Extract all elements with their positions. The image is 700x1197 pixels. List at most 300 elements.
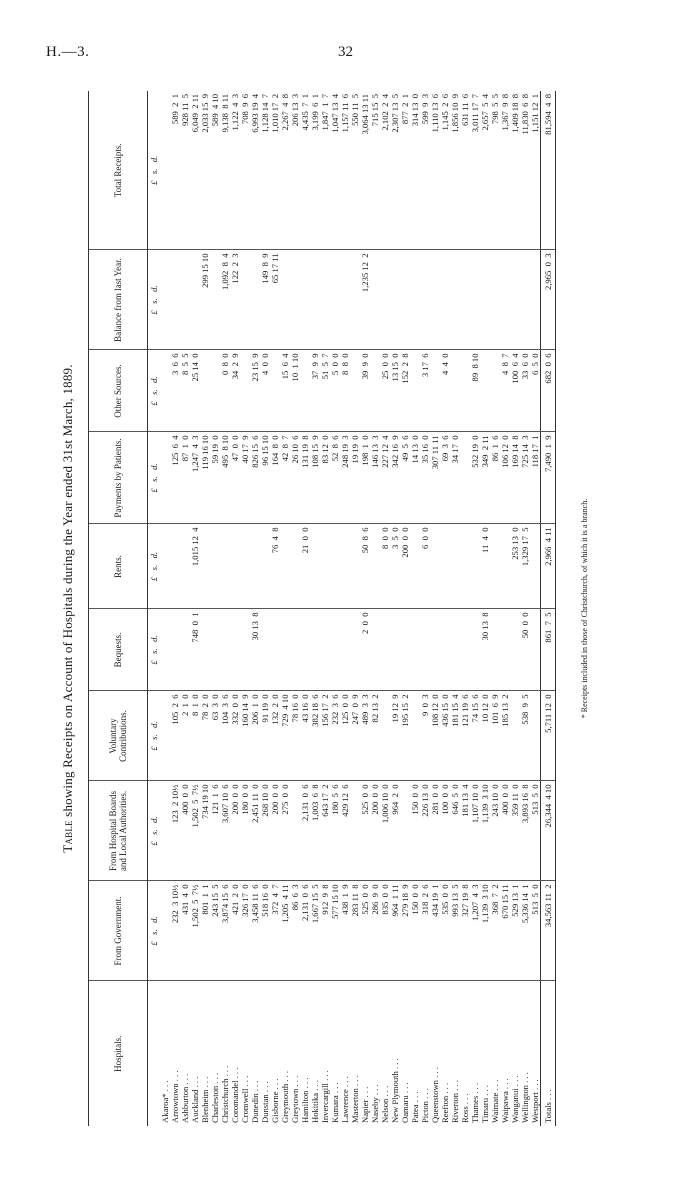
col-header-total: Total Receipts. [89, 91, 148, 250]
amount-cell [380, 691, 390, 781]
amount-cell [460, 432, 470, 524]
table-row [430, 91, 440, 1126]
hospital-name: Queenstown . . . [430, 1067, 440, 1123]
hospital-name: Cromwell . . . [240, 1075, 250, 1123]
amount-cell: 525 0 0 [360, 781, 370, 881]
amount-cell: 50 0 0 [520, 609, 530, 691]
amount-cell: 513 5 0 [530, 881, 541, 981]
hospital-name: New Plymouth . . . [390, 1058, 400, 1123]
amount-cell: 34 2 9 [230, 350, 240, 432]
hospital-name: Gisborne . . . [270, 1078, 280, 1123]
amount-cell: 150 0 0 [410, 781, 420, 881]
amount-cell: 101 6 9 [490, 691, 500, 781]
amount-cell [320, 609, 330, 691]
amount-cell [520, 250, 530, 350]
amount-cell: 1,122 4 3 [230, 91, 240, 250]
amount-cell [420, 609, 430, 691]
amount-cell: 40 17 9 [240, 432, 250, 524]
amount-cell: 835 0 0 [380, 881, 390, 981]
amount-cell: 156 17 2 [320, 691, 330, 781]
amount-cell: 283 11 8 [350, 881, 360, 981]
totals-cell: 7,490 1 9 [541, 432, 556, 524]
amount-cell [280, 524, 290, 609]
amount-cell: 3 6 6 [170, 350, 180, 432]
amount-cell: 299 15 10 [200, 250, 210, 350]
amount-cell: 1,667 15 5 [310, 881, 320, 981]
amount-cell: 1,502 5 7½ [190, 781, 200, 881]
amount-cell: 643 17 2 [320, 781, 330, 881]
footnote: * Receipts included in those of Christchurch, of which it is a branch. [580, 498, 589, 719]
col-header-other: Other Sources. [89, 350, 148, 432]
hospital-name: Wellington . . . [520, 1072, 530, 1123]
amount-cell: 200 0 0 [400, 524, 410, 609]
col-header-rents: Rents. [89, 524, 148, 609]
amount-cell: 50 8 6 [360, 524, 370, 609]
amount-cell: 3,893 16 8 [520, 781, 530, 881]
amount-cell: 30 13 8 [480, 609, 490, 691]
amount-cell: 96 15 10 [260, 432, 270, 524]
amount-cell: 327 19 8 [460, 881, 470, 981]
amount-cell: 59 19 0 [210, 432, 220, 524]
amount-cell [160, 609, 170, 691]
amount-cell: 1,205 4 11 [280, 881, 290, 981]
amount-cell: 1,047 13 4 [330, 91, 340, 250]
amount-cell: 798 5 5 [490, 91, 500, 250]
hospital-name: Waimate . . . [490, 1079, 500, 1123]
amount-cell: 39 9 0 [360, 350, 370, 432]
amount-cell: 1,207 4 3 [470, 881, 480, 981]
amount-cell: 928 11 5 [180, 91, 190, 250]
amount-cell: 181 13 4 [460, 781, 470, 881]
amount-cell [530, 524, 541, 609]
amount-cell: 200 0 0 [370, 781, 380, 881]
amount-cell: 281 0 0 [430, 781, 440, 881]
amount-cell: 349 2 11 [480, 432, 490, 524]
amount-cell [280, 250, 290, 350]
amount-cell: 6 0 0 [420, 524, 430, 609]
amount-cell [400, 781, 410, 881]
amount-cell [310, 609, 320, 691]
amount-cell [200, 524, 210, 609]
hospital-name: Waipawa . . . [500, 1078, 510, 1123]
amount-cell [220, 609, 230, 691]
amount-cell: 826 15 6 [250, 432, 260, 524]
header-row [89, 91, 148, 1126]
amount-cell: 877 2 1 [400, 91, 410, 250]
amount-cell [350, 781, 360, 881]
units-cell: £ s. d. [148, 250, 161, 350]
table-row [480, 91, 490, 1126]
amount-cell: 1,151 12 1 [530, 91, 541, 250]
amount-cell [210, 250, 220, 350]
amount-cell [210, 524, 220, 609]
amount-cell: 65 17 11 [270, 250, 280, 350]
hospital-name: Coromandel . . . [230, 1067, 240, 1123]
amount-cell: 318 2 6 [420, 881, 430, 981]
units-cell: £ s. d. [148, 432, 161, 524]
amount-cell [290, 250, 300, 350]
amount-cell: 232 3 6 [330, 691, 340, 781]
table-row [250, 91, 260, 1126]
amount-cell [450, 524, 460, 609]
amount-cell: 42 8 7 [280, 432, 290, 524]
table-row [340, 91, 350, 1126]
table-row [220, 91, 230, 1126]
amount-cell: 105 2 6 [170, 691, 180, 781]
amount-cell: 51 5 7 [320, 350, 330, 432]
amount-cell: 100 0 0 [440, 781, 450, 881]
amount-cell: 1,856 10 9 [450, 91, 460, 250]
amount-cell [160, 881, 170, 981]
amount-cell [180, 609, 190, 691]
amount-cell: 8 5 5 [180, 350, 190, 432]
amount-cell: 8 8 0 [340, 350, 350, 432]
amount-cell: 19 12 9 [390, 691, 400, 781]
amount-cell: 1,502 5 7½ [190, 881, 200, 981]
amount-cell [450, 350, 460, 432]
amount-cell: 748 0 1 [190, 609, 200, 691]
table-row [330, 91, 340, 1126]
amount-cell: 82 13 2 [370, 691, 380, 781]
amount-cell: 125 6 4 [170, 432, 180, 524]
units-cell: £ s. d. [148, 609, 161, 691]
amount-cell: 150 0 0 [410, 881, 420, 981]
amount-cell [530, 691, 541, 781]
amount-cell: 6,049 2 11 [190, 91, 200, 250]
amount-cell [480, 350, 490, 432]
amount-cell [490, 524, 500, 609]
hospital-name: Riverton . . . [450, 1080, 460, 1123]
amount-cell: 33 6 0 [520, 350, 530, 432]
amount-cell: 3 5 0 [390, 524, 400, 609]
amount-cell: 169 14 8 [510, 432, 520, 524]
amount-cell [160, 91, 170, 250]
amount-cell [370, 350, 380, 432]
amount-cell: 200 0 0 [270, 781, 280, 881]
amount-cell [350, 350, 360, 432]
amount-cell: 1,003 6 8 [310, 781, 320, 881]
amount-cell: 436 15 0 [440, 691, 450, 781]
totals-cell: 34,563 11 2 [541, 881, 556, 981]
amount-cell: 4,435 7 1 [300, 91, 310, 250]
hospital-name: Blenheim . . . [200, 1076, 210, 1123]
table-row [170, 91, 180, 1126]
amount-cell [270, 609, 280, 691]
amount-cell: 206 13 3 [290, 91, 300, 250]
hospital-name: Masterton . . . [350, 1075, 360, 1123]
amount-cell: 538 9 5 [520, 691, 530, 781]
amount-cell: 243 10 0 [490, 781, 500, 881]
hospital-name: Nelson . . . [380, 1085, 390, 1123]
amount-cell [200, 609, 210, 691]
amount-cell: 599 9 3 [420, 91, 430, 250]
hospital-name: Patea . . . [410, 1091, 420, 1123]
amount-cell: 248 19 3 [340, 432, 350, 524]
amount-cell [170, 524, 180, 609]
amount-cell [330, 524, 340, 609]
amount-cell: 646 5 0 [450, 781, 460, 881]
amount-cell: 670 15 11 [500, 881, 510, 981]
amount-cell: 431 4 0 [180, 881, 190, 981]
amount-cell [320, 250, 330, 350]
amount-cell: 76 4 8 [270, 524, 280, 609]
amount-cell: 21 0 0 [300, 524, 310, 609]
hospital-name: Naseby . . . [370, 1084, 380, 1123]
amount-cell [430, 609, 440, 691]
hospital-name: Thames . . . [470, 1082, 480, 1123]
amount-cell [390, 609, 400, 691]
amount-cell: 438 1 9 [340, 881, 350, 981]
amount-cell [310, 250, 320, 350]
amount-cell [350, 609, 360, 691]
amount-cell [370, 609, 380, 691]
amount-cell [350, 524, 360, 609]
amount-cell [390, 250, 400, 350]
table-row [390, 91, 400, 1126]
amount-cell [400, 609, 410, 691]
table-row [310, 91, 320, 1126]
amount-cell: 708 9 6 [240, 91, 250, 250]
amount-cell: 518 16 0 [260, 881, 270, 981]
amount-cell: 121 1 6 [210, 781, 220, 881]
table-row [190, 91, 200, 1126]
amount-cell: 86 6 3 [290, 881, 300, 981]
hospital-name: Greytown . . . [290, 1075, 300, 1123]
amount-cell: 368 7 2 [490, 881, 500, 981]
amount-cell: 195 15 2 [400, 691, 410, 781]
amount-cell: 180 0 0 [240, 781, 250, 881]
totals-cell: 81,594 4 8 [541, 91, 556, 250]
amount-cell: 1,235 12 2 [360, 250, 370, 350]
amount-cell: 10 1 10 [290, 350, 300, 432]
amount-cell: 2,657 5 4 [480, 91, 490, 250]
hospital-name: Timaru . . . [480, 1085, 490, 1123]
hospital-receipts-table [88, 91, 556, 1126]
amount-cell: 3,458 11 6 [250, 881, 260, 981]
table-row [260, 91, 270, 1126]
amount-cell: 535 0 0 [440, 881, 450, 981]
amount-cell: 9 0 3 [420, 691, 430, 781]
amount-cell: 964 2 0 [390, 781, 400, 881]
amount-cell: 589 2 1 [170, 91, 180, 250]
amount-cell: 342 16 9 [390, 432, 400, 524]
amount-cell [510, 609, 520, 691]
hospital-name: Wanganui . . . [510, 1075, 520, 1123]
amount-cell [160, 432, 170, 524]
amount-cell [250, 524, 260, 609]
hospital-name: Ross . . . [460, 1093, 470, 1123]
hospital-name: Invercargill . . . [320, 1070, 330, 1123]
amount-cell [430, 524, 440, 609]
amount-cell [160, 350, 170, 432]
amount-cell: 227 12 4 [380, 432, 390, 524]
amount-cell: 3 17 6 [420, 350, 430, 432]
hospital-name: Kumara . . . [330, 1082, 340, 1123]
totals-cell: 2,965 0 3 [541, 250, 556, 350]
hospital-name: Dunstan . . . [260, 1081, 270, 1123]
amount-cell: 1,145 2 6 [440, 91, 450, 250]
amount-cell: 5,336 14 1 [520, 881, 530, 981]
amount-cell [230, 524, 240, 609]
amount-cell: 3,874 15 6 [220, 881, 230, 981]
units-row [148, 91, 161, 1126]
amount-cell: 78 16 0 [290, 691, 300, 781]
amount-cell: 149 8 9 [260, 250, 270, 350]
amount-cell: 91 19 0 [260, 691, 270, 781]
table-row [470, 91, 480, 1126]
amount-cell: 9,138 8 11 [220, 91, 230, 250]
amount-cell [370, 250, 380, 350]
table-row [420, 91, 430, 1126]
amount-cell: 3,199 6 1 [310, 91, 320, 250]
amount-cell [230, 609, 240, 691]
table-row [300, 91, 310, 1126]
amount-cell [370, 524, 380, 609]
amount-cell [300, 609, 310, 691]
table-row [320, 91, 330, 1126]
hospital-name: Christchurch . . . [220, 1065, 230, 1123]
hospital-name: Arrowtown . . . [170, 1070, 180, 1123]
amount-cell: 577 15 10 [330, 881, 340, 981]
amount-cell [480, 250, 490, 350]
amount-cell: 2,131 0 6 [300, 881, 310, 981]
amount-cell: 25 0 0 [380, 350, 390, 432]
amount-cell [160, 250, 170, 350]
totals-cell: 26,344 4 10 [541, 781, 556, 881]
amount-cell: 164 8 0 [270, 432, 280, 524]
amount-cell [290, 609, 300, 691]
col-header-bequests: Bequests. [89, 609, 148, 691]
units-cell: £ s. d. [148, 524, 161, 609]
amount-cell: 6 5 0 [530, 350, 541, 432]
amount-cell [500, 524, 510, 609]
amount-cell [410, 609, 420, 691]
amount-cell: 3,607 10 6 [220, 781, 230, 881]
amount-cell [300, 350, 310, 432]
amount-cell: 232 3 10½ [170, 881, 180, 981]
amount-cell: 2,131 0 6 [300, 781, 310, 881]
amount-cell: 226 13 0 [420, 781, 430, 881]
amount-cell: 1,110 13 6 [430, 91, 440, 250]
amount-cell: 1,367 9 8 [500, 91, 510, 250]
table-row [270, 91, 280, 1126]
amount-cell [260, 524, 270, 609]
amount-cell [460, 524, 470, 609]
amount-cell [380, 250, 390, 350]
table-row [410, 91, 420, 1126]
amount-cell [530, 250, 541, 350]
amount-cell: 34 17 0 [450, 432, 460, 524]
hospital-name: Dunedin . . . [250, 1080, 260, 1123]
amount-cell: 243 15 5 [210, 881, 220, 981]
amount-cell: 495 8 10 [220, 432, 230, 524]
amount-cell: 3,011 17 7 [470, 91, 480, 250]
amount-cell: 964 1 11 [390, 881, 400, 981]
hospital-name: Picton . . . [420, 1088, 430, 1123]
amount-cell: 307 11 11 [430, 432, 440, 524]
amount-cell [430, 350, 440, 432]
amount-cell [490, 350, 500, 432]
page-number: 32 [338, 44, 353, 60]
amount-cell: 0 8 0 [220, 350, 230, 432]
amount-cell [470, 250, 480, 350]
table-row [450, 91, 460, 1126]
amount-cell: 35 16 0 [420, 432, 430, 524]
hospital-name: Reefton . . . [440, 1082, 450, 1123]
amount-cell: 734 19 10 [200, 781, 210, 881]
amount-cell: 198 1 0 [360, 432, 370, 524]
amount-cell: 180 5 6 [330, 781, 340, 881]
amount-cell: 10 12 0 [480, 691, 490, 781]
amount-cell: 131 19 8 [300, 432, 310, 524]
amount-cell: 13 15 0 [390, 350, 400, 432]
table-row [360, 91, 370, 1126]
amount-cell [510, 691, 520, 781]
table-row [400, 91, 410, 1126]
amount-cell: 359 11 0 [510, 781, 520, 881]
table-row [290, 91, 300, 1126]
amount-cell: 253 13 0 [510, 524, 520, 609]
amount-cell: 489 3 3 [360, 691, 370, 781]
amount-cell: 47 0 0 [230, 432, 240, 524]
amount-cell [340, 524, 350, 609]
amount-cell [420, 250, 430, 350]
amount-cell: 11,830 6 8 [520, 91, 530, 250]
amount-cell: 2,102 2 4 [380, 91, 390, 250]
amount-cell: 247 0 9 [350, 691, 360, 781]
table-row [380, 91, 390, 1126]
amount-cell [440, 524, 450, 609]
amount-cell: 589 4 10 [210, 91, 220, 250]
table-title-prefix: Table [60, 820, 75, 853]
amount-cell: 125 0 0 [340, 691, 350, 781]
amount-cell: 2 1 0 [180, 691, 190, 781]
amount-cell: 3,064 13 11 [360, 91, 370, 250]
hospital-name: Hamilton . . . [300, 1077, 310, 1123]
amount-cell: 2,307 13 5 [390, 91, 400, 250]
amount-cell [340, 250, 350, 350]
col-header-government: From Government. [89, 881, 148, 981]
amount-cell [240, 250, 250, 350]
amount-cell: 4 4 0 [440, 350, 450, 432]
amount-cell [500, 609, 510, 691]
amount-cell: 314 13 0 [410, 91, 420, 250]
amount-cell [300, 250, 310, 350]
table-row [160, 91, 170, 1126]
table-row [350, 91, 360, 1126]
amount-cell: 2,267 4 8 [280, 91, 290, 250]
amount-cell [160, 691, 170, 781]
amount-cell: 550 11 5 [350, 91, 360, 250]
amount-cell: 286 9 0 [370, 881, 380, 981]
units-cell: £ s. d. [148, 691, 161, 781]
amount-cell: 275 0 0 [280, 781, 290, 881]
col-header-hospitals: Hospitals. [89, 981, 148, 1126]
amount-cell [460, 350, 470, 432]
table-row [440, 91, 450, 1126]
amount-cell: 631 11 6 [460, 91, 470, 250]
amount-cell: 119 16 10 [200, 432, 210, 524]
amount-cell [290, 781, 300, 881]
amount-cell: 185 13 2 [500, 691, 510, 781]
amount-cell: 23 15 9 [250, 350, 260, 432]
amount-cell: 801 1 1 [200, 881, 210, 981]
amount-cell [180, 524, 190, 609]
table-row [370, 91, 380, 1126]
amount-cell [410, 691, 420, 781]
amount-cell: 87 1 0 [180, 432, 190, 524]
amount-cell: 1,139 3 10 [480, 881, 490, 981]
